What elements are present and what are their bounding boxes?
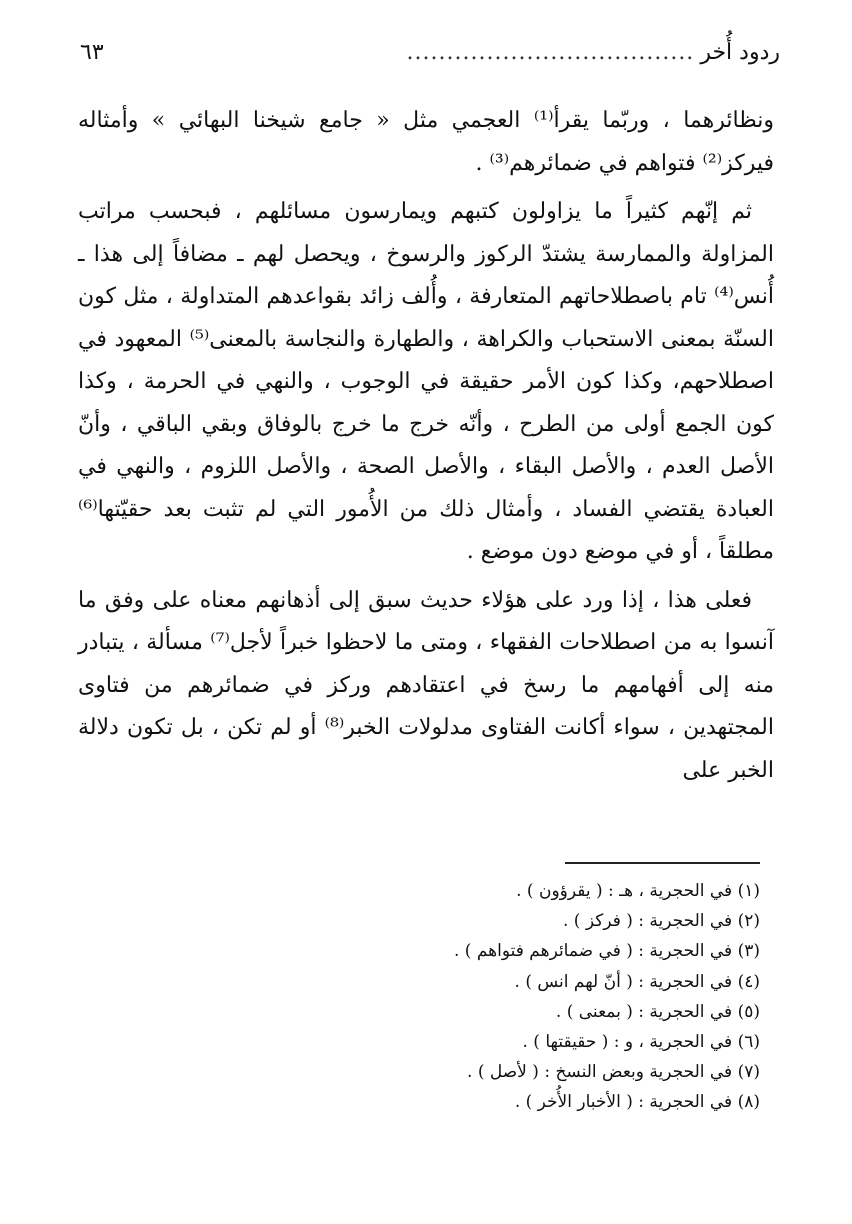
footnote-separator bbox=[565, 862, 760, 864]
running-header bbox=[80, 40, 780, 80]
leader-dots: .................................... bbox=[406, 40, 695, 65]
footnote-3: (٣) في الحجرية : ( في ضمائرهم فتواهم ) . bbox=[454, 941, 760, 962]
paragraph-1: ونظائرهما ، وربّما يقرأ⁽¹⁾ العجمي مثل « جامع شيخنا البهائي » وأمثاله فيركز⁽²⁾ فتواهم في ضمائرهم⁽³⁾ . bbox=[78, 108, 774, 176]
paragraph-2: ثم إنّهم كثيراً ما يزاولون كتبهم ويمارسون مسائلهم ، فبحسب مراتب المزاولة والممارسة يشتدّ الركوز والرسوخ ، ويحصل لهم ـ مضافاً إلى هذا ـ أُنس⁽⁴⁾ تام باصطلاحاتهم المتعارفة ، وأُلف زائد بقواعدهم المتداولة ، مثل كون السنّة بمعنى الاستحباب والكراهة ، والطهارة والنجاسة بالمعنى⁽⁵⁾ المعهود في اصطلاحهم، وكذا كون الأمر حقيقة في الوجوب ، والنهي في الحرمة ، وكذا كون الجمع أولى من الطرح ، وأنّه خرج ما خرج بالوفاق وبقي الباقي ، وأنّ الأصل العدم ، والأصل البقاء ، والأصل الصحة ، والأصل اللزوم ، والنهي في العبادة يقتضي الفساد ، وأمثال ذلك من الأُمور التي لم تثبت بعد حقيّتها⁽⁶⁾ مطلقاً ، أو في موضع دون موضع . bbox=[78, 199, 775, 564]
footnote-1: (١) في الحجرية ، هـ : ( يقرؤون ) . bbox=[516, 881, 760, 901]
paragraph-3: فعلى هذا ، إذا ورد على هؤلاء حديث سبق إلى أذهانهم معناه على وفق ما آنسوا به من اصطلاحات الفقهاء ، ومتى ما لاحظوا خبراً لأجل⁽⁷⁾ مسألة ، يتبادر منه إلى أفهامهم ما رسخ في اعتقادهم وركز في ضمائرهم من فتاوى المجتهدين ، سواء أكانت الفتاوى مدلولات الخبر⁽⁸⁾ أو لم تكن ، بل تكون دلالة الخبر على bbox=[78, 587, 775, 783]
footnote-6: (٦) في الحجرية ، و : ( حقيقتها ) . bbox=[522, 1032, 760, 1053]
footnotes bbox=[300, 876, 760, 1118]
running-title: ردود أُخر bbox=[700, 40, 780, 65]
footnote-5: (٥) في الحجرية : ( بمعنى ) . bbox=[555, 1001, 760, 1022]
footnote-8: (٨) في الحجرية : ( الأخبار الأُخر ) . bbox=[514, 1092, 760, 1113]
footnote-4: (٤) في الحجرية : ( أنّ لهم انس ) . bbox=[514, 971, 760, 992]
footnote-2: (٢) في الحجرية : ( فركز ) . bbox=[563, 911, 760, 932]
footnote-7: (٧) في الحجرية وبعض النسخ : ( لأصل ) . bbox=[467, 1062, 760, 1083]
page-number: ٦٣ bbox=[80, 40, 104, 65]
body-text bbox=[78, 100, 774, 792]
